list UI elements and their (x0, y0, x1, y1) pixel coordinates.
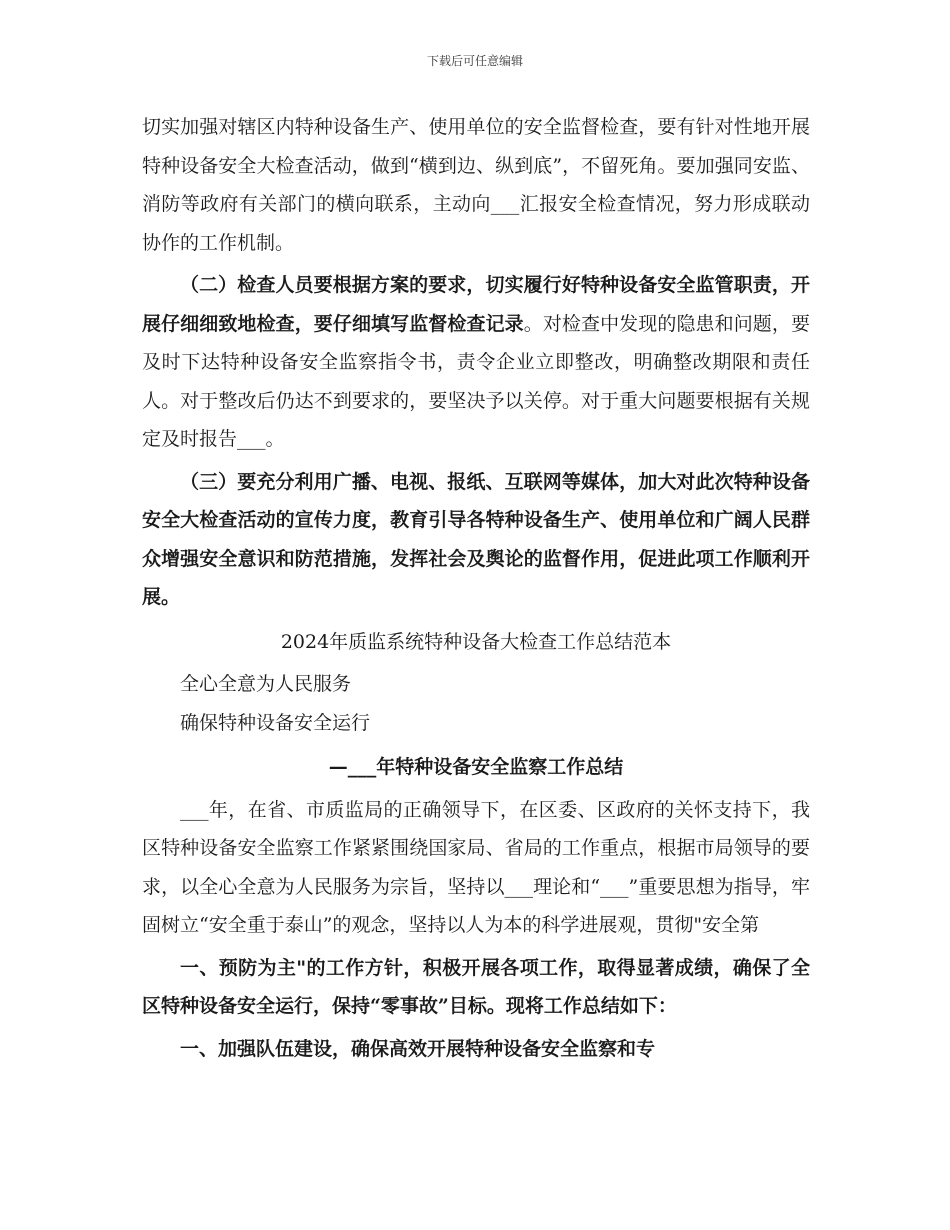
paragraph-inspector-duties-heading: （二）检查人员要根据方案的要求，切实履行好特种设备安全监管职责，开展仔细细致地检查，要仔细填写监督检查记录 (142, 274, 810, 335)
document-body (142, 108, 810, 1068)
paragraph-inspector-duties-body: 。对检查中发现的隐患和问题，要及时下达特种设备安全监察指令书，责令企业立即整改，明确整改期限和责任人。对于整改后仍达不到要求的，要坚决予以关停。对于重大问题要根据有关规定及时报告___。 (142, 312, 810, 450)
section-heading-team-building: 一、加强队伍建设，确保高效开展特种设备安全监察和专 (180, 1037, 656, 1060)
page-header: 下载后可任意编辑 (426, 54, 523, 68)
slogan-serve-people: 全心全意为人民服务 (180, 673, 352, 695)
paragraph-work-policy: 一、预防为主"的工作方针，积极开展各项工作，取得显著成绩，确保了全区特种设备安全运行，保持“零事故”目标。现将工作总结如下： (142, 956, 810, 1017)
document-subtitle: —___年特种设备安全监察工作总结 (328, 756, 624, 778)
paragraph-inspection-supervision: 切实加强对辖区内特种设备生产、使用单位的安全监督检查，要有针对性地开展特种设备安全大检查活动，做到“横到边、纵到底”，不留死角。要加强同安监、消防等政府有关部门的横向联系，主动向___汇报安全检查情况，努力形成联动协作的工作机制。 (142, 116, 810, 254)
slogan-safe-operation: 确保特种设备安全运行 (180, 711, 371, 734)
document-title: 2024年质监系统特种设备大检查工作总结范本 (280, 630, 672, 653)
paragraph-inspector-duties (142, 266, 810, 459)
paragraph-annual-overview: ___年，在省、市质监局的正确领导下，在区委、区政府的关怀支持下，我区特种设备安全监察工作紧紧围绕国家局、省局的工作重点，根据市局领导的要求，以全心全意为人民服务为宗旨，坚持以___理论和“___”重要思想为指导，牢固树立“安全重于泰山”的观念，坚持以人为本的科学进展观，贯彻"安全第 (142, 798, 810, 936)
paragraph-media-publicity: （三）要充分利用广播、电视、报纸、互联网等媒体，加大对此次特种设备安全大检查活动的宣传力度，教育引导各特种设备生产、使用单位和广阔人民群众增强安全意识和防范措施，发挥社会及舆论的监督作用，促进此项工作顺利开展。 (142, 470, 810, 608)
